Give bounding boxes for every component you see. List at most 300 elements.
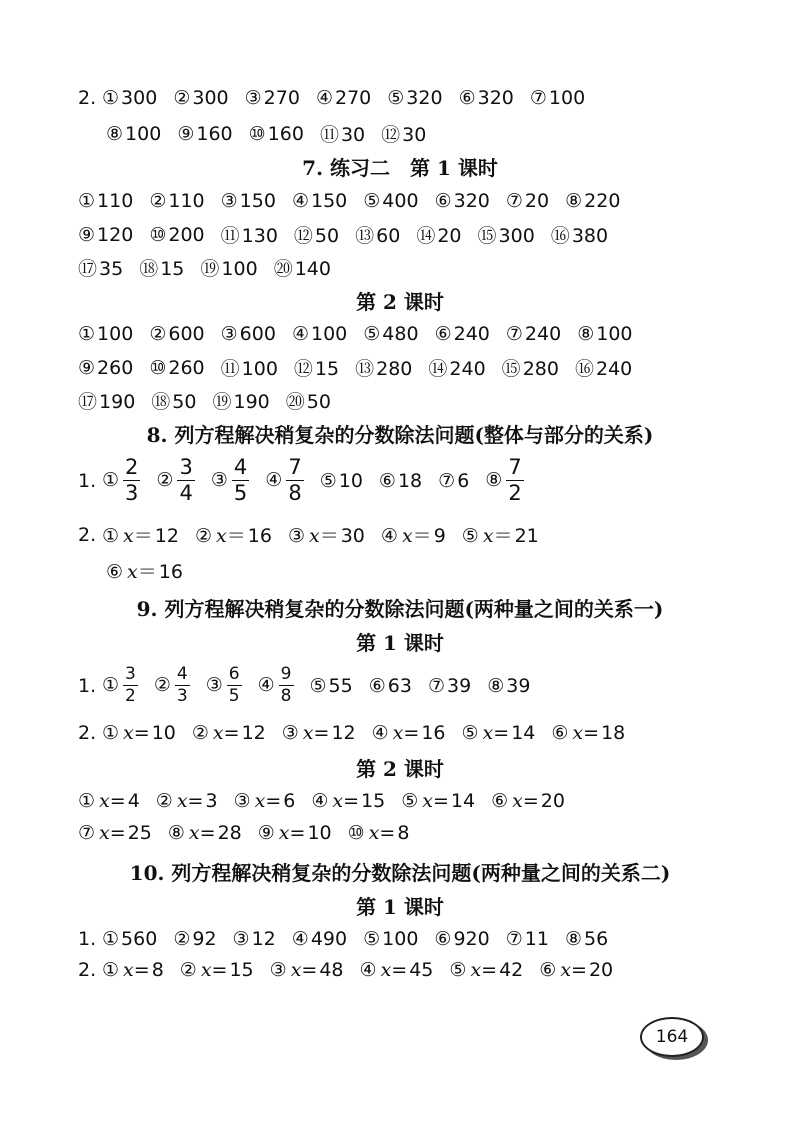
answer-value: 280 — [376, 358, 413, 380]
fraction-numerator: 9 — [280, 664, 292, 684]
answer-value: 240 — [595, 358, 633, 380]
answer-value: 42 — [499, 958, 524, 981]
fraction-denominator: 3 — [176, 686, 188, 706]
circled-number: ⑥ — [106, 561, 124, 583]
answer-row — [78, 821, 760, 844]
circled-number: ⑥ — [491, 789, 509, 812]
fraction-denominator: 2 — [508, 481, 522, 505]
circled-number: ⑤ — [461, 721, 479, 744]
variable-x: x — [212, 721, 224, 744]
circled-number: ⑦ — [505, 927, 523, 950]
circled-number: ⑯ — [550, 225, 570, 247]
answer-item — [78, 254, 123, 281]
answer-value: 10 — [338, 469, 363, 492]
answer-value: 200 — [168, 223, 205, 246]
equals-sign: = — [223, 721, 240, 744]
answer-item — [491, 790, 565, 812]
answer-item — [565, 190, 620, 212]
equals-sign: = — [571, 958, 587, 981]
answer-value: 130 — [241, 225, 278, 247]
circled-number: ⑥ — [378, 469, 396, 492]
answer-item — [234, 790, 296, 812]
equals-sign: = — [493, 721, 510, 744]
answer-value: 100 — [125, 122, 162, 145]
answer-value: 120 — [97, 223, 134, 246]
answer-value: 100 — [221, 258, 258, 280]
fraction-numerator: 6 — [228, 664, 240, 684]
answer-row — [78, 789, 760, 812]
answer-item — [156, 790, 218, 812]
answer-value: 14 — [450, 789, 476, 812]
answer-value: 16 — [247, 525, 272, 547]
variable-x: x — [368, 821, 380, 844]
variable-x: x — [308, 525, 320, 547]
answer-item — [154, 666, 190, 705]
answer-value: 110 — [168, 189, 205, 212]
answer-value: 160 — [267, 122, 304, 145]
answer-value: 190 — [233, 391, 270, 413]
answer-row — [78, 457, 760, 504]
answer-item — [530, 87, 585, 109]
answer-row — [78, 189, 760, 212]
circled-number: ⑦ — [505, 322, 523, 345]
circled-number: ⑨ — [257, 821, 275, 844]
circled-number: ⑤ — [363, 927, 381, 950]
fraction — [227, 666, 242, 705]
circled-number: ③ — [220, 189, 238, 212]
question-number: 1. — [78, 674, 97, 697]
circled-number: ① — [102, 958, 120, 981]
answer-item — [206, 666, 242, 705]
circled-number: ⑤ — [309, 674, 327, 697]
answer-value: 39 — [506, 674, 531, 697]
circled-number: ⑦ — [505, 189, 523, 212]
variable-x: x — [401, 525, 413, 547]
answer-row — [78, 254, 760, 281]
question-number: 2. — [78, 86, 97, 109]
answer-item — [249, 123, 304, 145]
circled-number: ⑲ — [212, 391, 232, 413]
variable-x: x — [127, 561, 138, 583]
answer-value: 100 — [382, 927, 419, 950]
answer-item — [221, 221, 278, 248]
answer-value: 10 — [151, 721, 176, 744]
variable-x: x — [123, 958, 134, 981]
circled-number: ⑧ — [167, 821, 185, 844]
answer-item — [173, 928, 216, 950]
section-heading: 7. 练习二 第 1 课时 — [302, 156, 498, 180]
answer-value: 50 — [172, 391, 197, 413]
circled-number: ② — [191, 721, 209, 744]
answer-row — [106, 120, 760, 147]
fraction-numerator: 3 — [179, 455, 193, 479]
circled-number: ⑤ — [401, 789, 419, 812]
answer-row — [78, 521, 760, 548]
equals-sign: = — [481, 958, 498, 981]
answer-item — [506, 190, 549, 212]
circled-number: ⑥ — [539, 958, 557, 981]
variable-x: x — [254, 789, 266, 812]
answer-item — [200, 254, 257, 281]
answer-value: 12 — [251, 927, 276, 950]
answer-item — [292, 928, 347, 950]
answer-item — [156, 457, 194, 504]
answer-item — [478, 221, 535, 248]
answer-item — [462, 521, 539, 548]
fraction — [506, 457, 523, 504]
answer-value: 18 — [601, 721, 626, 744]
variable-x: x — [123, 525, 134, 547]
answer-value: 190 — [99, 391, 136, 413]
answer-item — [258, 666, 294, 705]
answer-item — [506, 323, 561, 345]
circled-number: ⑦ — [529, 86, 547, 109]
variable-x: x — [560, 958, 572, 981]
answer-value: 560 — [121, 927, 158, 950]
circled-number: ⑨ — [78, 356, 96, 379]
answer-item — [78, 190, 133, 212]
circled-number: ② — [149, 322, 167, 345]
answer-item — [149, 357, 204, 379]
answer-value: 100 — [310, 322, 348, 345]
answer-value: 25 — [127, 821, 152, 844]
answer-row — [78, 666, 760, 705]
fraction — [177, 457, 194, 504]
equals-sign: = — [301, 958, 318, 981]
answer-item — [381, 120, 426, 147]
circled-number: ⑭ — [428, 358, 448, 380]
fraction — [286, 457, 303, 504]
circled-number: ⑰ — [78, 391, 98, 413]
circled-number: ⑤ — [319, 469, 337, 492]
question-number: 2. — [78, 958, 97, 981]
answer-value: 30 — [340, 124, 366, 146]
circled-number: ③ — [232, 927, 250, 950]
answer-value: 380 — [571, 225, 609, 247]
answer-value: 12 — [154, 525, 179, 547]
answer-value: 30 — [402, 124, 427, 146]
answer-value: 15 — [314, 358, 340, 380]
circled-number: ⑤ — [449, 958, 467, 981]
answer-item — [369, 675, 412, 697]
fraction-denominator: 5 — [228, 686, 240, 706]
circled-number: ④ — [315, 86, 333, 109]
answer-value: 270 — [334, 86, 372, 109]
answer-item — [428, 354, 485, 381]
variable-x: x — [332, 789, 344, 812]
circled-number: ⑩ — [149, 356, 167, 379]
answer-item — [274, 254, 331, 281]
answer-item — [435, 323, 490, 345]
equals-sign: ＝ — [226, 525, 246, 547]
circled-number: ⑳ — [273, 258, 293, 280]
answer-item — [438, 470, 469, 492]
answer-item — [288, 521, 365, 548]
answer-row — [78, 221, 760, 248]
answer-row — [78, 721, 760, 744]
answer-item — [106, 123, 161, 145]
answer-value: 50 — [306, 391, 331, 413]
circled-number: ② — [149, 189, 167, 212]
answer-item — [310, 675, 353, 697]
answer-row — [78, 927, 760, 950]
fraction-denominator: 8 — [288, 481, 302, 505]
answer-value: 20 — [437, 225, 462, 247]
circled-number: ② — [156, 469, 174, 491]
variable-x: x — [176, 789, 188, 812]
answer-value: 220 — [584, 189, 621, 212]
answer-item — [173, 87, 228, 109]
circled-number: ④ — [380, 525, 398, 547]
answer-value: 270 — [263, 86, 300, 109]
answer-value: 12 — [331, 721, 356, 744]
equals-sign: = — [133, 721, 150, 744]
answer-value: 14 — [511, 721, 536, 744]
answer-item — [78, 224, 133, 246]
question-number: 2. — [78, 523, 97, 546]
variable-x: x — [380, 958, 392, 981]
circled-number: ⑬ — [355, 225, 375, 247]
circled-number: ① — [102, 469, 120, 491]
answer-value: 300 — [498, 225, 535, 247]
answer-item — [139, 254, 184, 281]
equals-sign: = — [109, 789, 126, 812]
variable-x: x — [482, 525, 494, 547]
answer-value: 100 — [97, 322, 134, 345]
variable-x: x — [290, 958, 302, 981]
answer-row — [78, 354, 760, 381]
section-heading: 第 1 课时 — [356, 895, 444, 919]
answer-row — [78, 322, 760, 345]
answer-item — [435, 190, 490, 212]
equals-sign: = — [211, 958, 228, 981]
answer-item — [577, 323, 632, 345]
answer-value: 260 — [168, 356, 205, 379]
fraction-numerator: 4 — [176, 664, 188, 684]
answer-item — [149, 323, 204, 345]
fraction — [123, 666, 138, 705]
equals-sign: = — [199, 821, 216, 844]
answer-item — [428, 675, 471, 697]
answer-value: 4 — [127, 789, 140, 812]
answer-item — [211, 457, 249, 504]
answer-item — [311, 790, 385, 812]
page-number-badge: 164 — [640, 1017, 704, 1057]
answer-item — [551, 221, 608, 248]
answer-value: 56 — [584, 927, 609, 950]
answer-item — [381, 521, 446, 548]
circled-number: ④ — [265, 469, 283, 491]
answer-item — [387, 87, 442, 109]
equals-sign: = — [133, 958, 150, 981]
answer-item — [149, 224, 204, 246]
equals-sign: = — [403, 721, 420, 744]
answer-value: 8 — [151, 958, 164, 981]
answer-item — [348, 822, 410, 844]
answer-item — [151, 387, 196, 414]
answer-value: 100 — [548, 86, 586, 109]
section-heading: 10. 列方程解决稍复杂的分数除法问题(两种量之间的关系二) — [129, 861, 671, 885]
circled-number: ① — [102, 721, 120, 744]
circled-number: ① — [102, 525, 120, 547]
circled-number: ⑲ — [200, 258, 220, 280]
answer-value: 280 — [522, 358, 559, 380]
circled-number: ⑨ — [177, 122, 195, 145]
equals-sign: ＝ — [412, 525, 432, 547]
answer-item — [434, 928, 489, 950]
answer-item — [294, 221, 339, 248]
answer-item — [102, 722, 176, 744]
answer-item — [78, 822, 152, 844]
answer-value: 110 — [97, 189, 134, 212]
circled-number: ④ — [291, 322, 309, 345]
answer-item — [363, 190, 418, 212]
circled-number: ② — [194, 525, 213, 547]
equals-sign: = — [265, 789, 282, 812]
answer-value: 18 — [397, 469, 423, 492]
circled-number: ⑮ — [477, 225, 497, 247]
variable-x: x — [482, 721, 494, 744]
circled-number: ⑧ — [487, 674, 505, 697]
equals-sign: = — [187, 789, 204, 812]
circled-number: ③ — [220, 322, 238, 345]
answer-value: 6 — [457, 469, 470, 492]
section-heading: 第 2 课时 — [356, 757, 444, 781]
answer-item — [78, 323, 133, 345]
variable-x: x — [200, 958, 212, 981]
circled-number: ② — [153, 674, 171, 696]
answer-item — [416, 221, 461, 248]
answer-value: 600 — [239, 322, 276, 345]
answer-item — [292, 190, 347, 212]
answer-value: 150 — [310, 189, 348, 212]
variable-x: x — [188, 821, 200, 844]
circled-number: ⑮ — [501, 358, 521, 380]
answer-value: 12 — [241, 721, 266, 744]
answer-item — [102, 928, 157, 950]
answer-item — [459, 87, 514, 109]
circled-number: ① — [102, 86, 120, 109]
answer-item — [565, 928, 608, 950]
fraction — [123, 457, 140, 504]
section-heading: 第 1 课时 — [356, 631, 444, 655]
fraction-numerator: 3 — [125, 664, 136, 684]
answer-item — [221, 354, 278, 381]
answer-value: 35 — [99, 258, 124, 280]
circled-number: ② — [173, 86, 191, 109]
answer-value: 600 — [168, 322, 205, 345]
circled-number: ⑦ — [78, 821, 96, 844]
answer-item — [316, 87, 371, 109]
circled-number: ⑭ — [416, 225, 436, 247]
answer-value: 15 — [361, 789, 386, 812]
circled-number: ⑤ — [363, 322, 381, 345]
answer-item — [258, 822, 332, 844]
circled-number: ② — [179, 958, 197, 981]
answer-item — [502, 354, 559, 381]
answer-value: 16 — [158, 561, 183, 583]
section-heading: 9. 列方程解决稍复杂的分数除法问题(两种量之间的关系一) — [136, 597, 664, 621]
answer-item — [320, 470, 363, 492]
answer-item — [551, 722, 625, 744]
circled-number: ⑬ — [355, 358, 375, 380]
answer-item — [487, 675, 530, 697]
answer-value: 140 — [294, 258, 331, 280]
circled-number: ⑪ — [220, 225, 240, 247]
circled-number: ⑩ — [347, 821, 365, 844]
answer-row — [78, 958, 760, 981]
circled-number: ① — [78, 322, 96, 345]
answer-value: 55 — [328, 674, 353, 697]
circled-number: ⑥ — [434, 189, 452, 212]
answer-item — [192, 722, 266, 744]
answer-value: 320 — [477, 86, 514, 109]
answer-row — [78, 86, 760, 109]
answer-value: 100 — [241, 358, 278, 380]
circled-number: ⑯ — [574, 358, 594, 380]
answer-value: 16 — [421, 721, 446, 744]
answer-item — [379, 470, 422, 492]
answer-value: 240 — [524, 322, 562, 345]
fraction-denominator: 3 — [125, 481, 139, 505]
circled-number: ① — [78, 789, 96, 812]
answer-item — [320, 120, 365, 147]
answer-value: 20 — [540, 789, 565, 812]
answer-item — [539, 959, 613, 981]
fraction-denominator: 4 — [179, 481, 193, 505]
circled-number: ③ — [210, 469, 228, 491]
answer-value: 6 — [283, 789, 296, 812]
answer-item — [149, 190, 204, 212]
answer-value: 20 — [524, 189, 550, 212]
circled-number: ⑩ — [248, 122, 266, 145]
answer-value: 39 — [447, 674, 472, 697]
circled-number: ② — [155, 789, 173, 812]
variable-x: x — [99, 789, 110, 812]
answer-item — [363, 928, 418, 950]
answer-value: 15 — [160, 258, 185, 280]
answer-item — [102, 457, 140, 504]
answer-value: 60 — [376, 225, 401, 247]
circled-number: ③ — [233, 789, 251, 812]
answer-item — [265, 457, 303, 504]
fraction — [279, 666, 294, 705]
circled-number: ④ — [311, 789, 329, 812]
fraction-denominator: 5 — [233, 481, 248, 505]
equals-sign: ＝ — [319, 525, 339, 547]
equals-sign: = — [109, 821, 126, 844]
circled-number: ⑨ — [78, 223, 96, 246]
answer-item — [195, 521, 272, 548]
answer-item — [372, 722, 446, 744]
answer-value: 11 — [524, 927, 549, 950]
circled-number: ⑥ — [458, 86, 476, 109]
equals-sign: = — [343, 789, 360, 812]
answer-value: 45 — [409, 958, 434, 981]
answer-value: 400 — [382, 189, 419, 212]
answer-value: 240 — [449, 358, 486, 380]
circled-number: ⑪ — [319, 124, 339, 146]
variable-x: x — [470, 958, 482, 981]
answer-value: 28 — [217, 821, 242, 844]
circled-number: ⑥ — [368, 674, 386, 697]
variable-x: x — [512, 789, 523, 812]
answer-value: 50 — [314, 225, 340, 247]
circled-number: ④ — [291, 189, 309, 212]
answer-item — [102, 87, 157, 109]
answer-value: 92 — [192, 927, 217, 950]
answer-item — [102, 666, 138, 705]
